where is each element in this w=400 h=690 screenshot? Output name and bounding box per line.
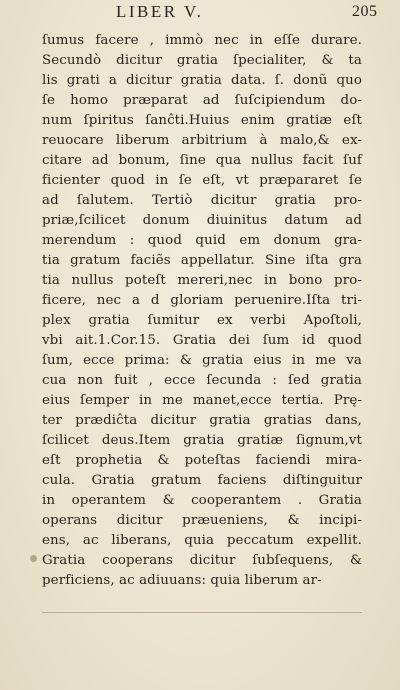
page-header	[0, 2, 400, 26]
text-line: perficiens, ac adiuuans: quia liberum ar-	[42, 573, 322, 588]
text-line: citare ad bonum, ſine qua nullus facit ſuf	[42, 153, 362, 168]
text-line: ſe homo præparat ad ſuſcipiendum do-	[42, 93, 362, 108]
text-line: tia nullus poteſt mereri,nec in bono pro-	[42, 273, 362, 288]
text-line: reuocare liberum arbitrium à malo,& ex-	[42, 133, 362, 148]
text-line: ficienter quod in ſe eſt, vt præpararet ſe	[42, 173, 362, 188]
text-line: cua non fuit , ecce ſecunda : ſed gratia	[42, 373, 362, 388]
text-line: ens, ac liberans, quia peccatum expellit.	[42, 533, 362, 548]
text-line: Secundò dicitur gratia ſpecialiter, & ta	[42, 53, 362, 68]
text-line: priæ,ſcilicet donum diuinitus datum ad	[42, 213, 362, 228]
text-line: cula. Gratia gratum faciens diſtinguitur	[42, 473, 362, 488]
text-line: tia gratum faciẽs appellatur. Sine iſta gra	[42, 253, 362, 268]
running-title: LIBER V.	[116, 2, 204, 21]
page-bottom-rule	[42, 612, 362, 613]
text-line: operans dicitur præueniens, & incipi-	[42, 513, 362, 528]
text-line: eius ſemper in me manet,ecce tertia. Prę-	[42, 393, 362, 408]
text-line: num ſpiritus ſanĉti.Huius enim gratiæ eſt	[42, 113, 362, 128]
text-line: plex gratia ſumitur ex verbi Apoſtoli,	[42, 313, 362, 328]
text-line: eſt prophetia & poteſtas faciendi mira-	[42, 453, 362, 468]
text-line: ſcilicet deus.Item gratia gratiæ ſignum,vt	[42, 433, 362, 448]
text-line: ter prædiĉta dicitur gratia gratias dans,	[42, 413, 362, 428]
text-line: ſum, ecce prima: & gratia eius in me va	[42, 353, 362, 368]
text-line: lis grati a dicitur gratia data. ſ. donũ quo	[42, 73, 362, 88]
page-number: 205	[352, 3, 378, 20]
text-line: merendum : quod quid em donum gra-	[42, 233, 362, 248]
ink-blot-mark	[30, 555, 37, 562]
text-line: ad ſalutem. Tertiò dicitur gratia pro-	[42, 193, 362, 208]
body-text	[42, 31, 362, 591]
text-line: Gratia cooperans dicitur ſubſequens, &	[42, 553, 362, 568]
text-line: in operantem & cooperantem . Gratia	[42, 493, 362, 508]
text-line: ſumus facere , immò nec in eſſe durare.	[42, 33, 362, 48]
text-line: vbi ait.1.Cor.15. Gratia dei ſum id quod	[42, 333, 362, 348]
text-line: ficere, nec a d gloriam peruenire.Iſta tri-	[42, 293, 362, 308]
